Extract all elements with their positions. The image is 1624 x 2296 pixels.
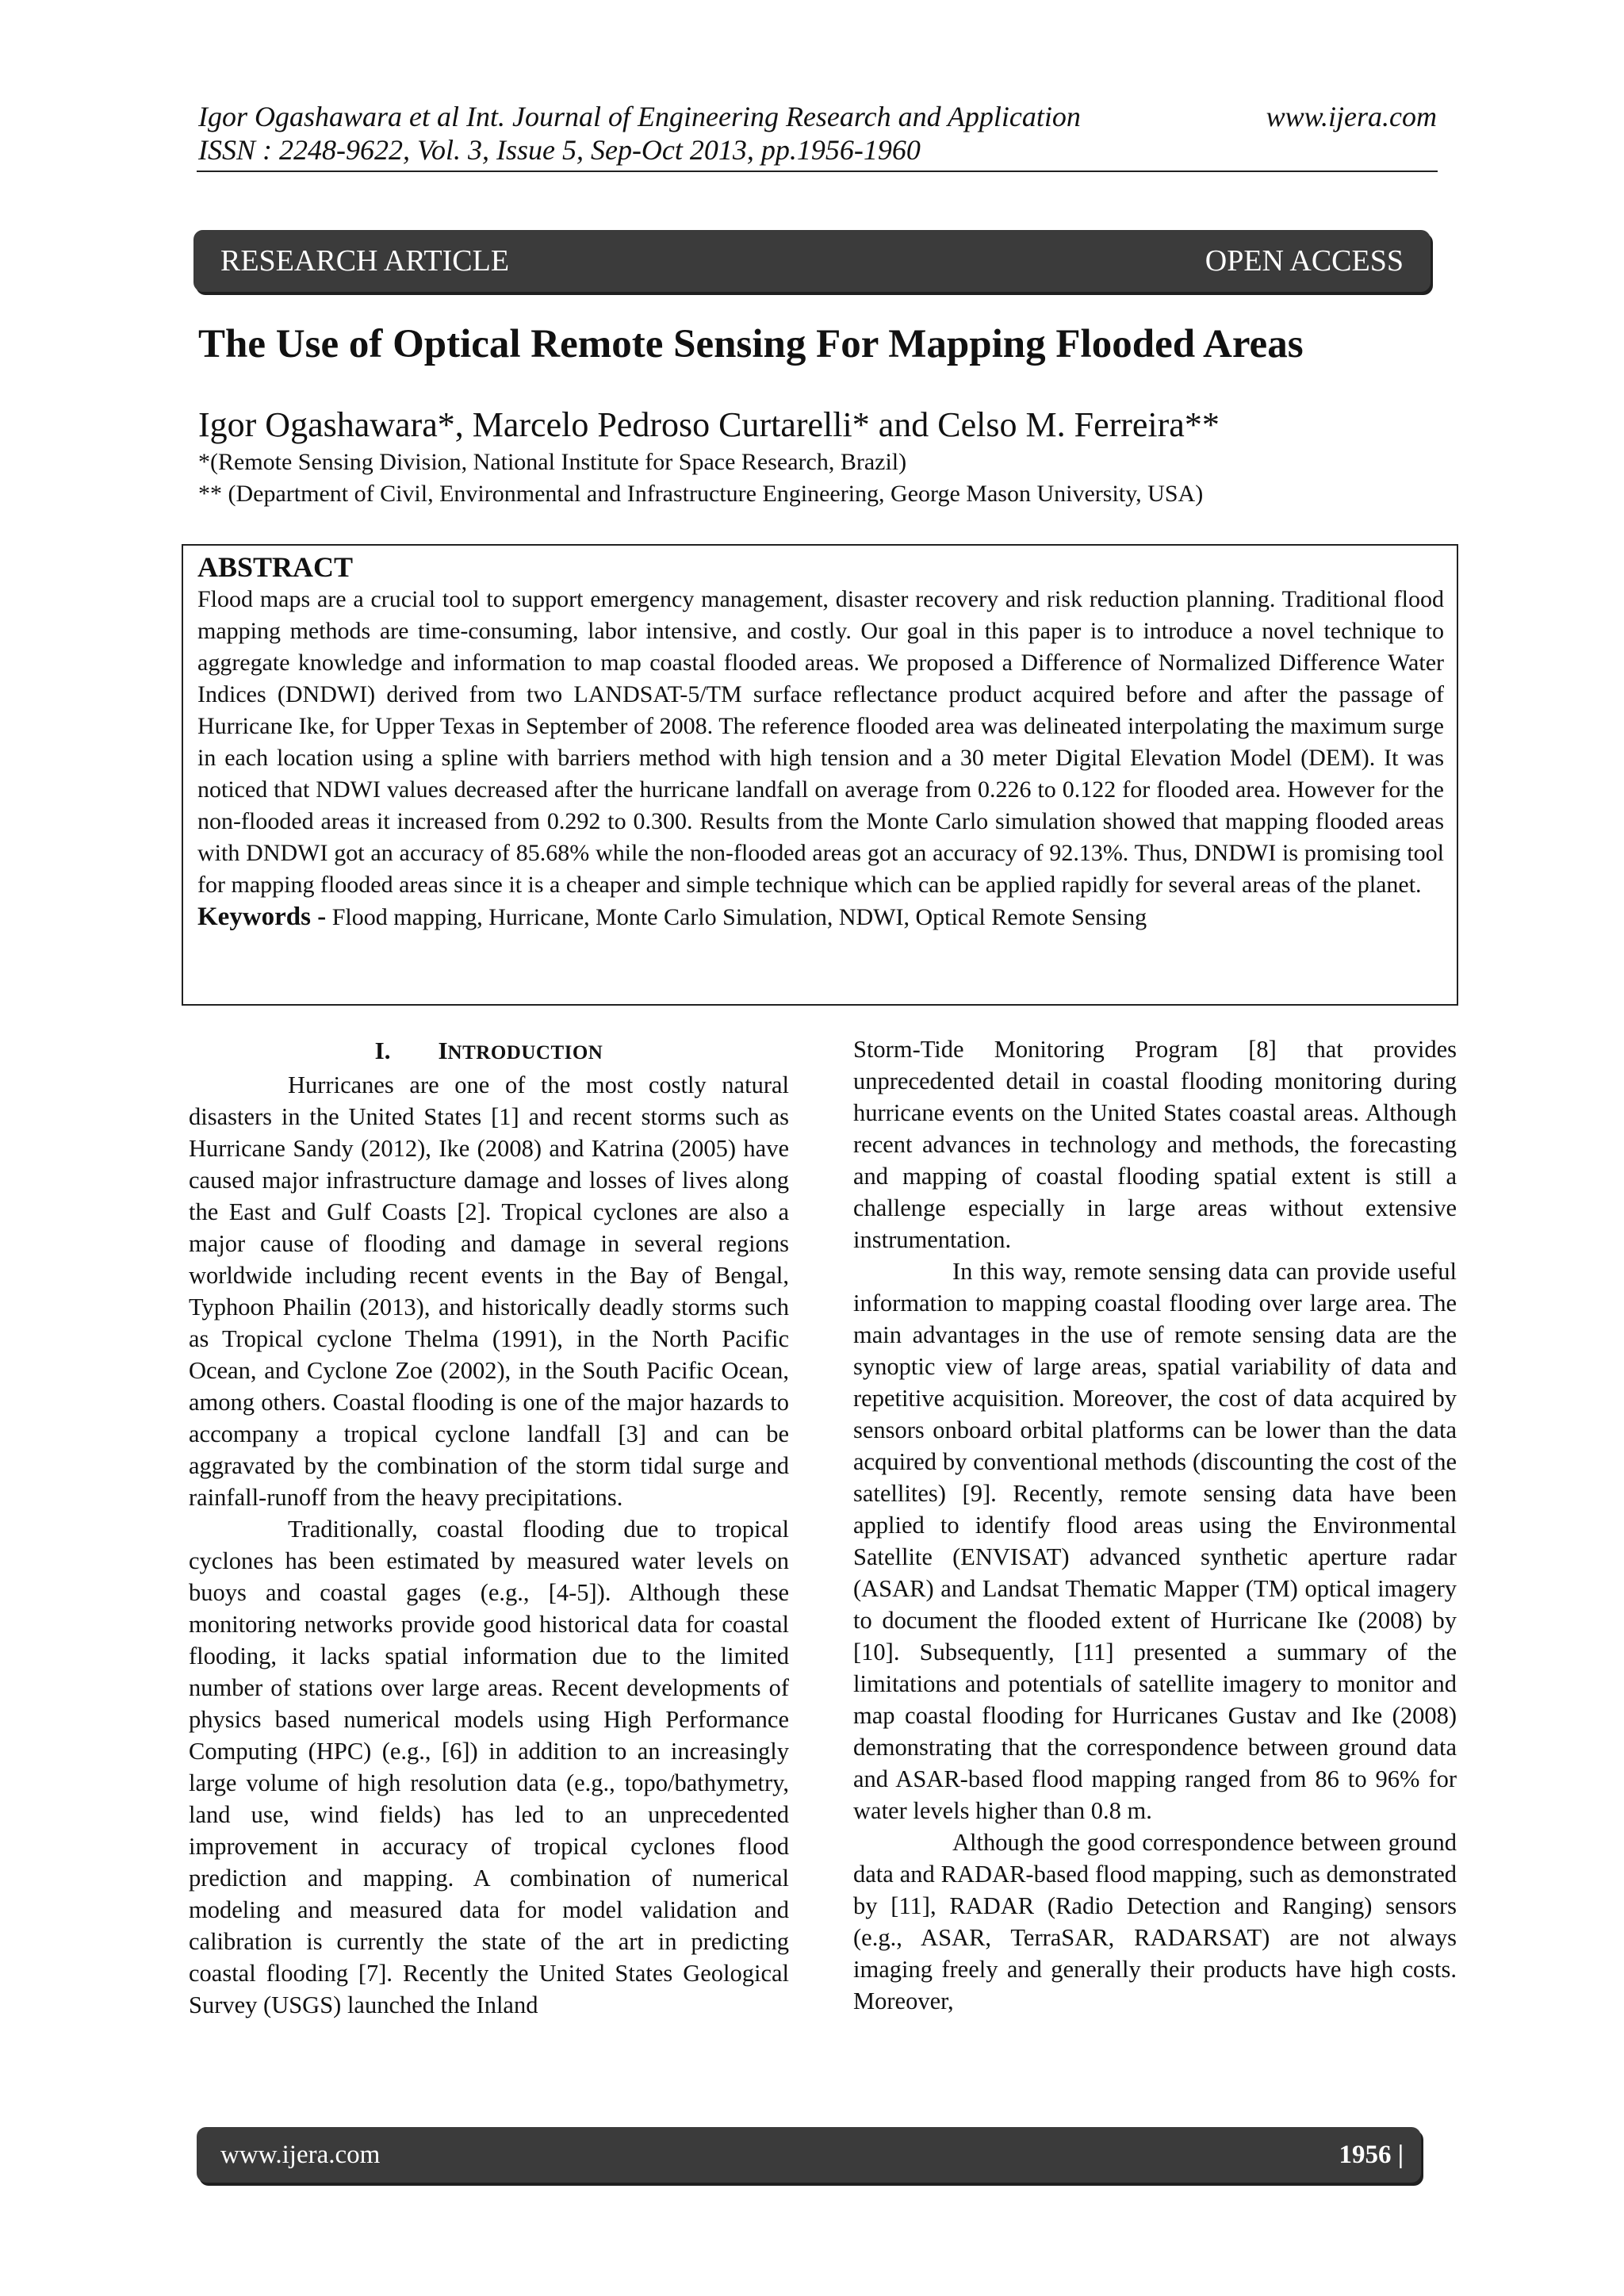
author-list: Igor Ogashawara*, Marcelo Pedroso Curtarelli* and Celso M. Ferreira** [198, 405, 1220, 444]
journal-citation: Igor Ogashawara et al Int. Journal of Engineering Research and Application [198, 101, 1081, 132]
body-paragraph: Traditionally, coastal flooding due to tropical cyclones has been estimated by measured water levels on buoys and coastal gages (e.g., [4-5]). Although these monitoring networks provide good historical data for coastal flooding, it lacks spatial information due to the limited number of stations over large areas. Recent developments of physics based numerical models using High Performance Computing (HPC) (e.g., [6]) in addition to an increasingly large volume of high resolution data (e.g., topo/bathymetry, land use, wind fields) has led to an unprecedented improvement in accuracy of tropical cyclones flood prediction and mapping. A combination of numerical modeling and measured data for model validation and calibration is currently the state of the art in predicting coastal flooding [7]. Recently the United States Geological Survey (USGS) launched the Inland [189, 1516, 789, 2018]
left-column [189, 1035, 789, 2021]
keywords-line [197, 901, 1444, 933]
abstract-heading: ABSTRACT [197, 551, 354, 583]
abstract-box [182, 544, 1458, 1006]
paper-title: The Use of Optical Remote Sensing For Mapping Flooded Areas [198, 322, 1304, 366]
affiliation-2: ** (Department of Civil, Environmental and Infrastructure Engineering, George Mason University, USA) [198, 481, 1204, 507]
section-title-initial: I [438, 1037, 448, 1064]
open-access-label: OPEN ACCESS [1205, 244, 1404, 278]
keywords-text: Flood mapping, Hurricane, Monte Carlo Simulation, NDWI, Optical Remote Sensing [331, 904, 1147, 930]
issn-line: ISSN : 2248-9622, Vol. 3, Issue 5, Sep-Oct 2013, pp.1956-1960 [198, 134, 921, 166]
body-paragraph: Storm-Tide Monitoring Program [8] that provides unprecedented detail in coastal flooding monitoring during hurricane events on the United States coastal areas. Although recent advances in technology and methods, the forecasting and mapping of coastal flooding spatial extent is still a challenge especially in large areas without extensive instrumentation. [853, 1036, 1457, 1253]
section-heading-introduction [189, 1035, 789, 1069]
article-type-banner [193, 230, 1431, 292]
header-url-link[interactable]: www.ijera.com [1266, 101, 1437, 132]
abstract-text: Flood maps are a crucial tool to support emergency management, disaster recovery and risk reduction planning. Traditional flood mapping methods are time-consuming, labor intensive, and costly. Our goal in this paper is to introduce a novel technique to aggregate knowledge and information to map coastal flooded areas. We proposed a Difference of Normalized Difference Water Indices (DNDWI) derived from two LANDSAT-5/TM surface reflectance product acquired before and after the passage of Hurricane Ike, for Upper Texas in September of 2008. The reference flooded area was delineated interpolating the maximum surge in each location using a spline with barriers method with high tension and a 30 meter Digital Elevation Model (DEM). It was noticed that NDWI values decreased after the hurricane landfall on average from 0.226 to 0.122 for flooded area. However for the non-flooded areas it increased from 0.292 to 0.300. Results from the Monte Carlo simulation showed that mapping flooded areas with DNDWI got an accuracy of 85.68% while the non-flooded areas got an accuracy of 92.13%. Thus, DNDWI is promising tool for mapping flooded areas since it is a cheaper and simple technique which can be applied rapidly for several areas of the planet. [197, 586, 1444, 898]
keywords-label: Keywords - [197, 903, 327, 931]
body-paragraph: Although the good correspondence between ground data and RADAR-based flood mapping, such as demonstrated by [11], RADAR (Radio Detection and Ranging) sensors (e.g., ASAR, TerraSAR, RADARSAT) are not always imaging freely and generally their products have high costs. Moreover, [853, 1829, 1457, 2014]
section-number: I. [374, 1037, 391, 1064]
header-divider [197, 171, 1438, 172]
footer-bar [197, 2127, 1421, 2183]
body-paragraph: In this way, remote sensing data can provide useful information to mapping coastal flooding over large area. The main advantages in the use of remote sensing data are the synoptic view of large areas, spatial variability of data and repetitive acquisition. Moreover, the cost of data acquired by sensors onboard orbital platforms can be lower than the data acquired by conventional methods (discounting the cost of the satellites) [9]. Recently, remote sensing data have been applied to identify flood areas using the Environmental Satellite (ENVISAT) advanced synthetic aperture radar (ASAR) and Landsat Thematic Mapper (TM) optical imagery to document the flooded extent of Hurricane Ike (2008) by [10]. Subsequently, [11] presented a summary of the limitations and potentials of satellite imagery to monitor and map coastal flooding for Hurricanes Gustav and Ike (2008) demonstrating that the correspondence between ground data and ASAR-based flood mapping ranged from 86 to 96% for water levels higher than 0.8 m. [853, 1258, 1457, 1824]
footer-url-link[interactable]: www.ijera.com [220, 2140, 381, 2169]
affiliation-1: *(Remote Sensing Division, National Institute for Space Research, Brazil) [198, 449, 907, 475]
right-column [853, 1033, 1457, 2017]
section-title-rest: NTRODUCTION [447, 1042, 603, 1064]
body-paragraph: Hurricanes are one of the most costly natural disasters in the United States [1] and recent storms such as Hurricane Sandy (2012), Ike (2008) and Katrina (2005) have caused major infrastructure damage and losses of lives along the East and Gulf Coasts [2]. Tropical cyclones are also a major cause of flooding and damage in several regions worldwide including recent events in the Bay of Bengal, Typhoon Phailin (2013), and historically deadly storms such as Tropical cyclone Thelma (1991), in the North Pacific Ocean, and Cyclone Zoe (2002), in the South Pacific Ocean, among others. Coastal flooding is one of the major hazards to accompany a tropical cyclone landfall [3] and can be aggravated by the combination of the storm tidal surge and rainfall-runoff from the heavy precipitations. [189, 1071, 789, 1511]
research-article-label: RESEARCH ARTICLE [220, 244, 510, 278]
page-number: 1956 | [1339, 2140, 1404, 2169]
